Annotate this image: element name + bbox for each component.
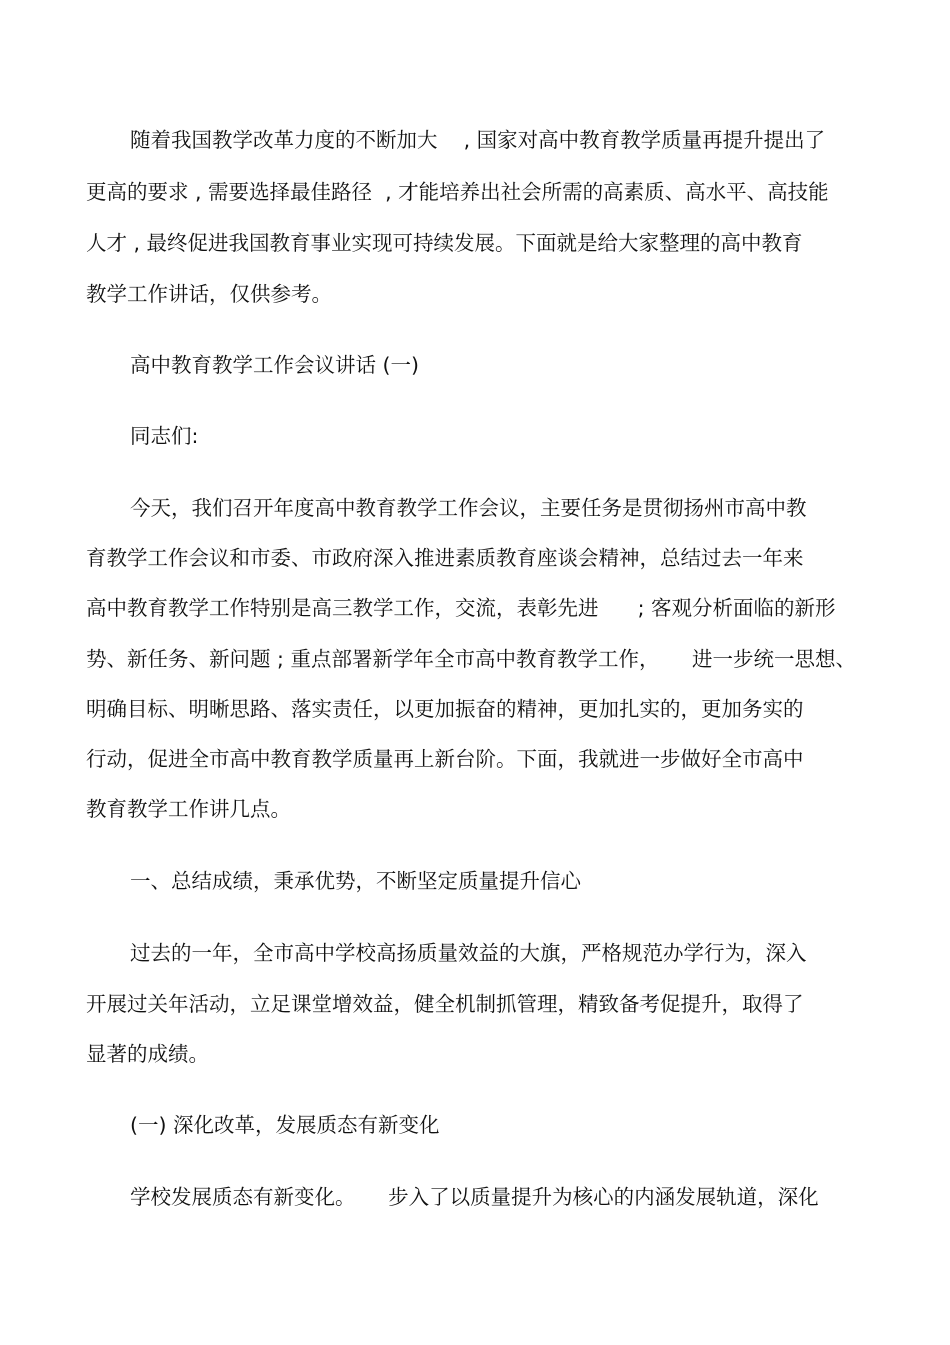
para1-line-4: 势、新任务、新问题 ; 重点部署新学年全市高中教育教学工作， 进一步统一思想、 xyxy=(86,647,857,671)
section-heading-1: 一、总结成绩，秉承优势，不断坚定质量提升信心 xyxy=(130,869,581,893)
para2-line-3: 显著的成绩。 xyxy=(86,1042,209,1066)
intro-line-4: 教学工作讲话，仅供参考。 xyxy=(86,282,332,306)
salutation: 同志们: xyxy=(130,424,199,448)
intro-line-2: 更高的要求 , 需要选择最佳路径 , 才能培养出社会所需的高素质、高水平、高技能 xyxy=(86,180,829,204)
para2-line-1: 过去的一年，全市高中学校高扬质量效益的大旗，严格规范办学行为，深入 xyxy=(130,941,807,965)
speech-title: 高中教育教学工作会议讲话 (一) xyxy=(130,353,420,377)
para1-line-6: 行动，促进全市高中教育教学质量再上新台阶。下面，我就进一步做好全市高中 xyxy=(86,747,804,771)
para1-line-1: 今天，我们召开年度高中教育教学工作会议，主要任务是贯彻扬州市高中教 xyxy=(130,496,807,520)
subsection-heading-1: (一) 深化改革，发展质态有新变化 xyxy=(130,1113,440,1137)
intro-line-1: 随着我国教学改革力度的不断加大 , 国家对高中教育教学质量再提升提出了 xyxy=(130,128,826,152)
para1-line-7: 教育教学工作讲几点。 xyxy=(86,797,291,821)
para2-line-2: 开展过关年活动，立足课堂增效益，健全机制抓管理，精致备考促提升，取得了 xyxy=(86,992,804,1016)
para3-line-1: 学校发展质态有新变化。 步入了以质量提升为核心的内涵发展轨道，深化 xyxy=(130,1185,819,1209)
para1-line-5: 明确目标、明晰思路、落实责任，以更加振奋的精神，更加扎实的，更加务实的 xyxy=(86,697,804,721)
para1-line-2: 育教学工作会议和市委、市政府深入推进素质教育座谈会精神，总结过去一年来 xyxy=(86,546,804,570)
para1-line-3: 高中教育教学工作特别是高三教学工作，交流，表彰先进 ; 客观分析面临的新形 xyxy=(86,596,836,620)
intro-line-3: 人才 , 最终促进我国教育事业实现可持续发展。下面就是给大家整理的高中教育 xyxy=(86,231,803,255)
